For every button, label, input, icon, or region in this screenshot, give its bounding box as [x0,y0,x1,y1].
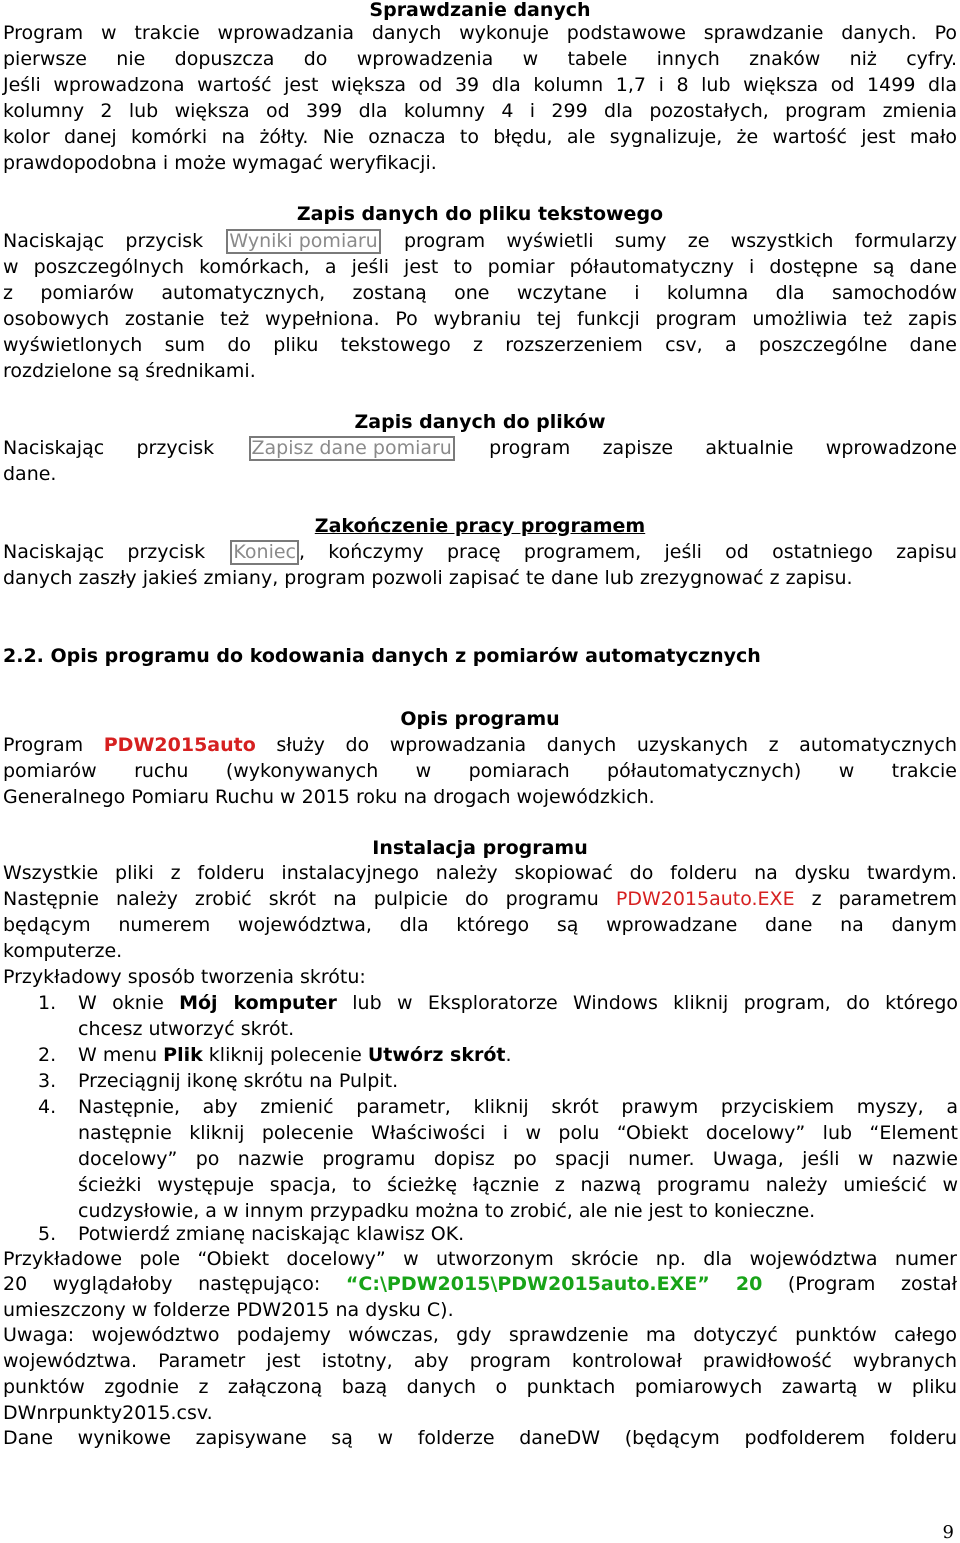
heading-opis-programu: Opis programu [400,708,560,730]
text-bold: Plik [163,1044,203,1066]
text-bold: Mój komputer [179,992,337,1014]
text: program zapisze aktualnie wprowadzone [489,437,957,459]
text: program wyświetli sumy ze wszystkich formularzy [403,230,957,252]
paragraph-line: kolumny 2 lub większa od 399 dla kolumny 4 i 299 dla pozostałych, program zmienia [3,100,957,122]
list-item-cont: cudzysłowie, a w innym przypadku można to zrobić, ale nie jest to konieczne. [78,1200,816,1222]
paragraph-line: Przykładowe pole “Obiekt docelowy” w utworzonym skrócie np. dla województwa numer [3,1248,957,1270]
paragraph-line: komputerze. [3,940,123,962]
list-item [78,1042,958,1068]
example-param: ” 20 [697,1273,763,1295]
paragraph-line: Generalnego Pomiaru Ruchu w 2015 roku na drogach wojewódzkich. [3,786,655,808]
paragraph-line: kolor danej komórki na żółty. Nie oznacza to błędu, ale sygnalizuje, że wartość jest mało [3,126,957,148]
list-number: 5. [38,1223,57,1245]
paragraph-line: będącym numerem województwa, dla którego są wprowadzane dane na danym [3,914,957,936]
paragraph-line: Wszystkie pliki z folderu instalacyjnego należy skopiować do folderu na dysku twardym. [3,862,957,884]
text: . [505,1044,512,1066]
paragraph-line: Dane wynikowe zapisywane są w folderze daneDW (będącym podfolderem folderu [3,1427,957,1449]
paragraph-line: dane. [3,463,57,485]
text: Naciskając przycisk [3,230,204,252]
paragraph-line: Uwaga: województwo podajemy wówczas, gdy sprawdzenie ma dotyczyć punktów całego [3,1324,957,1346]
heading-sprawdzanie: Sprawdzanie danych [369,0,591,21]
paragraph-line [3,1271,957,1297]
example-path: C:\PDW2015\PDW2015auto.EXE [358,1273,698,1295]
list-item: Przeciągnij ikonę skrótu na Pulpit. [78,1070,399,1092]
paragraph-line [3,732,957,758]
text: W oknie [78,992,180,1014]
list-item: Potwierdź zmianę naciskając klawisz OK. [78,1223,465,1245]
text: W menu [78,1044,164,1066]
paragraph-line: z pomiarów automatycznych, zostaną one wczytane i kolumna dla samochodów [3,282,957,304]
text: Naciskając przycisk [3,437,215,459]
paragraph-line: punktów zgodnie z załączoną bazą danych o punktach pomiarowych zawartą w pliku [3,1376,957,1398]
text: służy do wprowadzania danych uzyskanych z automatycznych [255,734,957,756]
text: 20 wyglądałoby następująco: [3,1273,346,1295]
text: Naciskając przycisk [3,541,206,563]
text-bold: Utwórz skrót [367,1044,506,1066]
list-item-cont: następnie kliknij polecenie Właściwości i w polu “Obiekt docelowy” lub “Element [78,1122,958,1144]
zapisz-dane-pomiaru-button[interactable]: Zapisz dane pomiaru [249,436,455,461]
text: kliknij polecenie [202,1044,368,1066]
paragraph-line: DWnrpunkty2015.csv. [3,1402,213,1424]
heading-zapis-plikow: Zapis danych do plików [354,411,606,433]
chapter-heading: 2.2. Opis programu do kodowania danych z pomiarów automatycznych [3,645,761,667]
paragraph-line: w poszczególnych komórkach, a jeśli jest to pomiar półautomatyczny i dostępne są dane [3,256,957,278]
paragraph-line [3,435,957,461]
paragraph-line: województwa. Parametr jest istotny, aby program kontrolował prawidłowość wybranych [3,1350,957,1372]
quote-mark: “ [345,1273,359,1295]
list-item [78,990,958,1016]
paragraph-line: danych zaszły jakieś zmiany, program pozwoli zapisać te dane lub zrezygnować z zapisu. [3,567,853,589]
paragraph-line [3,886,957,912]
list-item-cont: chcesz utworzyć skrót. [78,1018,295,1040]
paragraph-line: Jeśli wprowadzona wartość jest większa od 39 dla kolumn 1,7 i 8 lub większa od 1499 dla [3,74,957,96]
paragraph-line [3,539,957,565]
paragraph-line: prawdopodobna i może wymagać weryfikacji. [3,152,437,174]
text: , kończymy pracę programem, jeśli od ostatniego zapisu [299,541,958,563]
program-name: PDW2015auto [103,734,256,756]
list-number: 3. [38,1070,57,1092]
paragraph-line: osobowych zostanie też wypełniona. Po wybraniu tej funkcji program umożliwia też zapis [3,308,957,330]
paragraph-line: Przykładowy sposób tworzenia skrótu: [3,966,366,988]
list-item: Następnie, aby zmienić parametr, kliknij skrót prawym przyciskiem myszy, a [78,1096,958,1118]
list-item-cont: ścieżki występuje spacja, to ścieżkę łącznie z nazwą programu należy umieścić w [78,1174,958,1196]
paragraph-line: pomiarów ruchu (wykonywanych w pomiarach półautomatycznych) w trakcie [3,760,957,782]
text: (Program został [762,1273,957,1295]
text: z parametrem [794,888,958,910]
list-item-cont: docelowy” po nazwie programu dopisz po spacji numer. Uwaga, jeśli w nazwie [78,1148,958,1170]
list-number: 1. [38,992,57,1014]
wyniki-pomiaru-button[interactable]: Wyniki pomiaru [226,229,380,254]
heading-instalacja: Instalacja programu [372,837,588,859]
exe-name: PDW2015auto.EXE [615,888,795,910]
paragraph-line: rozdzielone są średnikami. [3,360,256,382]
list-number: 4. [38,1096,57,1118]
list-number: 2. [38,1044,57,1066]
heading-zapis-tekstowy: Zapis danych do pliku tekstowego [296,203,664,225]
paragraph-line: Program w trakcie wprowadzania danych wykonuje podstawowe sprawdzanie danych. Po [3,22,957,44]
heading-zakonczenie: Zakończenie pracy programem [314,515,646,537]
koniec-button[interactable]: Koniec [230,540,299,565]
text: lub w Eksploratorze Windows kliknij program, do którego [336,992,959,1014]
page-number: 9 [942,1522,954,1543]
paragraph-line [3,228,957,254]
paragraph-line: wyświetlonych sum do pliku tekstowego z rozszerzeniem csv, a poszczególne dane [3,334,957,356]
paragraph-line: pierwsze nie dopuszcza do wprowadzenia w tabele innych znaków niż cyfry. [3,48,957,70]
text: Następnie należy zrobić skrót na pulpicie do programu [3,888,616,910]
text: Program [3,734,104,756]
paragraph-line: umieszczony w folderze PDW2015 na dysku C). [3,1299,454,1321]
